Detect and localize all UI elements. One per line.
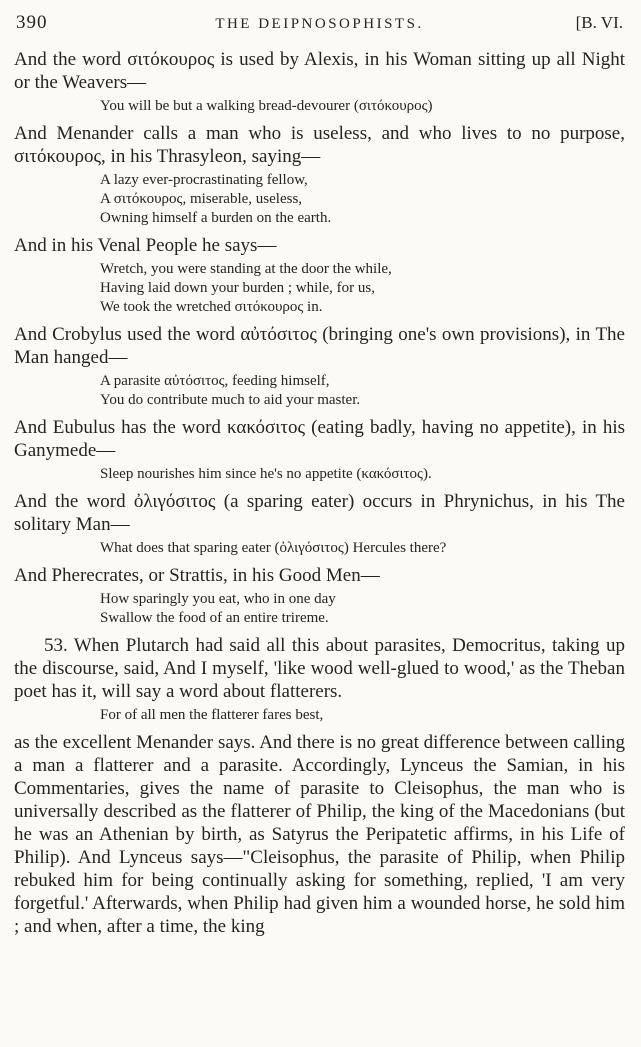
verse-line: Wretch, you were standing at the door the while, [100,261,392,277]
verse-block [100,97,625,116]
verse-line: Owning himself a burden on the earth. [100,210,332,226]
verse-line: A σιτόκουρος, miserable, useless, [100,191,303,207]
verse-block [100,372,625,410]
page-body [14,48,625,938]
prose-paragraph: And Crobylus used the word αὐτόσιτος (bringing one's own provisions), in The Man hanged— [14,324,625,368]
verse-line: We took the wretched σιτόκουρος in. [100,299,323,315]
prose-paragraph: And Pherecrates, or Strattis, in his Good Men— [14,565,380,586]
page-header [14,12,625,34]
verse-line: Sleep nourishes him since he's no appetite (κακόσιτος). [100,466,432,482]
prose-paragraph: And the word ὀλιγόσιτος (a sparing eater) occurs in Phrynichus, in his The solitary Man— [14,491,625,535]
verse-block [100,706,625,725]
prose-paragraph: And the word σιτόκουρος is used by Alexis, in his Woman sitting up all Night or the Weavers— [14,49,625,93]
prose-paragraph: as the excellent Menander says. And there is no great difference between calling a man a flatterer and a parasite. Accordingly, Lynceus the Samian, in his Commentaries, gives the name of parasite to Cleisophus, the man who is universally described as the flatterer of Philip, the king of the Macedonians (but he was an Athenian by birth, as Satyrus the Peripatetic affirms, in his Life of Philip). And Lynceus says—"Cleisophus, the parasite of Philip, when Philip rebuked him for being continually asking for something, replied, 'I am very forgetful.' Afterwards, when Philip had given him a wounded horse, he sold him ; and when, after a time, the king [14,732,625,937]
verse-block [100,465,625,484]
book-reference: [B. VI. [575,13,623,32]
verse-block [100,260,625,317]
verse-line: For of all men the flatterer fares best, [100,707,324,723]
verse-line: You will be but a walking bread-devourer (σιτόκουρος) [100,98,433,114]
verse-block [100,539,625,558]
prose-paragraph: And in his Venal People he says— [14,235,277,256]
verse-block [100,590,625,628]
verse-line: Having laid down your burden ; while, for us, [100,280,375,296]
verse-block [100,171,625,228]
prose-paragraph: And Eubulus has the word κακόσιτος (eating badly, having no appetite), in his Ganymede— [14,417,625,461]
verse-line: A parasite αὐτόσιτος, feeding himself, [100,373,330,389]
prose-paragraph: And Menander calls a man who is useless, and who lives to no purpose, σιτόκουρος, in his Thrasyleon, saying— [14,123,625,167]
page-number: 390 [16,12,48,33]
verse-line: How sparingly you eat, who in one day [100,591,336,607]
verse-line: You do contribute much to aid your master. [100,392,361,408]
verse-line: What does that sparing eater (ὀλιγόσιτος) Hercules there? [100,540,447,556]
verse-line: A lazy ever-procrastinating fellow, [100,172,308,188]
running-title: THE DEIPNOSOPHISTS. [215,16,424,32]
verse-line: Swallow the food of an entire trireme. [100,610,329,626]
prose-paragraph-section-53: 53. When Plutarch had said all this about parasites, Democritus, taking up the discourse, said, And I myself, 'like wood well-glued to wood,' as the Theban poet has it, will say a word about flatterers. [14,635,625,702]
